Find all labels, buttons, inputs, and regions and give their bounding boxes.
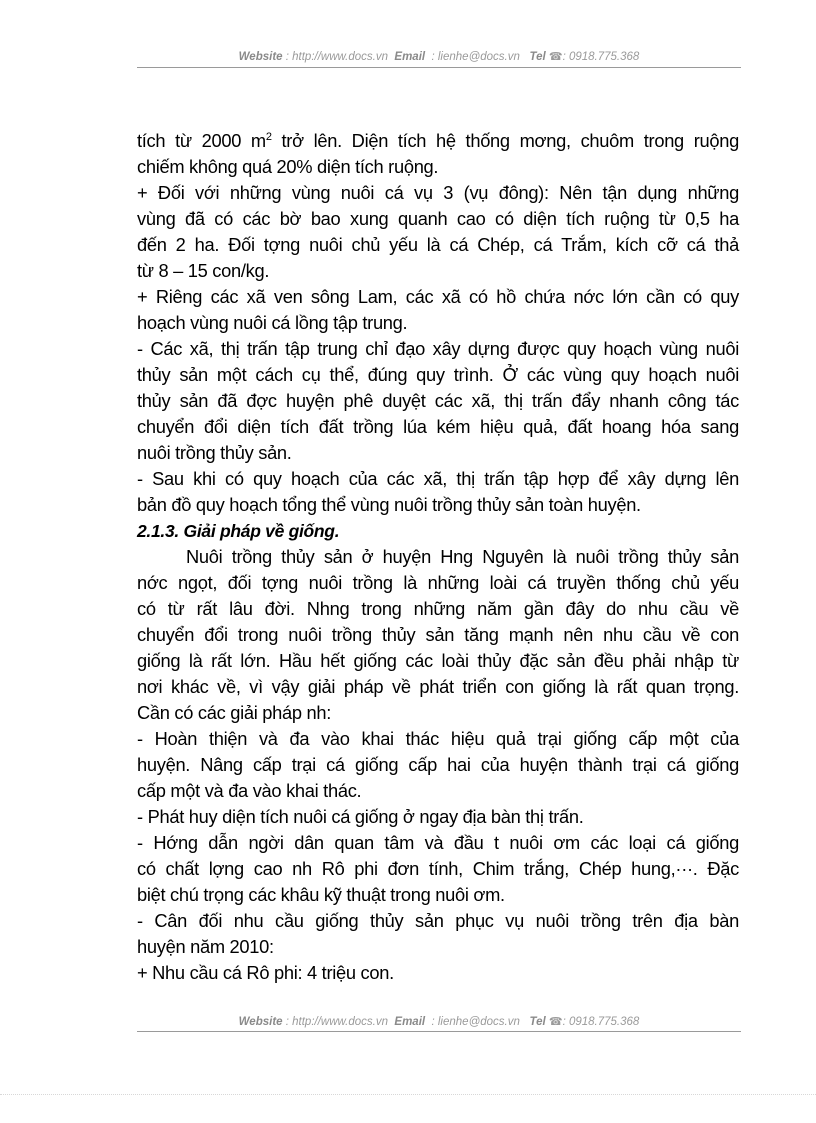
- text-line: giống là rất lớn. Hầu hết giống các loài thủy đặc sản đều phải nhập từ: [137, 650, 739, 671]
- tel-value: : 0918.775.368: [562, 51, 640, 63]
- text-line: từ 8 – 15 con/kg.: [137, 260, 270, 281]
- email-value[interactable]: : lienhe@docs.vn: [431, 1016, 520, 1028]
- text-line: chiếm không quá 20% diện tích ruộng.: [137, 156, 439, 177]
- website-label: Website: [238, 1016, 283, 1028]
- text-line: biệt chú trọng các khâu kỹ thuật trong nuôi ơm.: [137, 884, 505, 905]
- text-line: hoạch vùng nuôi cá lồng tập trung.: [137, 312, 408, 333]
- text-line: nuôi trồng thủy sản.: [137, 442, 292, 463]
- text-line: chuyển đổi diện tích đất trồng lúa kém hiệu quả, đất hoang hóa sang: [137, 416, 739, 437]
- text-line: Nuôi trồng thủy sản ở huyện Hng Nguyên là nuôi trồng thủy sản: [186, 546, 739, 567]
- text-line: bản đồ quy hoạch tổng thể vùng nuôi trồng thủy sản toàn huyện.: [137, 494, 641, 515]
- website-url[interactable]: : http://www.docs.vn: [285, 1016, 389, 1028]
- text-line-part: trở lên. Diện tích hệ thống mơng, chuôm trong ruộng: [271, 130, 740, 151]
- website-url[interactable]: : http://www.docs.vn: [285, 51, 389, 63]
- text-line: chuyển đổi trong nuôi trồng thủy sản tăng mạnh nên nhu cầu về con: [137, 624, 739, 645]
- phone-icon: ☎: [548, 51, 563, 63]
- footer-divider: [137, 1031, 741, 1032]
- text-line: - Phát huy diện tích nuôi cá giống ở ngay địa bàn thị trấn.: [137, 806, 584, 827]
- text-line: Cần có các giải pháp nh:: [137, 702, 332, 723]
- website-label: Website: [238, 51, 283, 63]
- header-divider: [137, 67, 741, 68]
- tel-label: Tel: [529, 1016, 546, 1028]
- text-line: + Riêng các xã ven sông Lam, các xã có hồ chứa nớc lớn cần có quy: [137, 286, 739, 307]
- page-bottom-dotted-line: [0, 1094, 816, 1095]
- text-line: nớc ngọt, đối tợng nuôi trồng là những loài cá truyền thống chủ yếu: [137, 572, 739, 593]
- page-header: [137, 50, 741, 64]
- tel-value: : 0918.775.368: [562, 1016, 640, 1028]
- text-line: - Cân đối nhu cầu giống thủy sản phục vụ nuôi trồng trên địa bàn: [137, 910, 739, 931]
- text-line: huyện năm 2010:: [137, 936, 274, 957]
- email-label: Email: [394, 51, 426, 63]
- tel-label: Tel: [529, 51, 546, 63]
- email-value[interactable]: : lienhe@docs.vn: [431, 51, 520, 63]
- text-line: + Đối với những vùng nuôi cá vụ 3 (vụ đông): Nên tận dụng những: [137, 182, 739, 203]
- text-line: + Nhu cầu cá Rô phi: 4 triệu con.: [137, 962, 394, 983]
- text-line: - Hoàn thiện và đa vào khai thác hiệu quả trại giống cấp một của: [137, 728, 739, 749]
- text-line: thủy sản đã đợc huyện phê duyệt các xã, thị trấn đẩy nhanh công tác: [137, 390, 739, 411]
- text-line: - Hớng dẫn ngời dân quan tâm và đầu t nuôi ơm các loại cá giống: [137, 832, 739, 853]
- text-line: - Các xã, thị trấn tập trung chỉ đạo xây dựng được quy hoạch vùng nuôi: [137, 338, 739, 359]
- phone-icon: ☎: [548, 1016, 563, 1028]
- section-heading: 2.1.3. Giải pháp về giống.: [137, 521, 340, 541]
- text-line: - Sau khi có quy hoạch của các xã, thị trấn tập hợp để xây dựng lên: [137, 468, 739, 489]
- text-line: [137, 128, 739, 154]
- text-line-part: tích từ 2000 m: [137, 130, 266, 151]
- email-label: Email: [394, 1016, 426, 1028]
- text-line: đến 2 ha. Đối tợng nuôi chủ yếu là cá Chép, cá Trắm, kích cỡ cá thả: [137, 234, 739, 255]
- superscript: 2: [265, 131, 272, 143]
- text-line: huyện. Nâng cấp trại cá giống cấp hai của huyện thành trại cá giống: [137, 754, 739, 775]
- document-body: [137, 128, 739, 986]
- text-line: vùng đã có các bờ bao xung quanh cao có diện tích ruộng từ 0,5 ha: [137, 208, 739, 229]
- text-line: nơi khác về, vì vậy giải pháp về phát triển con giống là rất quan trọng.: [137, 676, 739, 697]
- text-line: có từ rất lâu đời. Nhng trong những năm gần đây do nhu cầu về: [137, 598, 739, 619]
- text-line: có chất lợng cao nh Rô phi đơn tính, Chim trắng, Chép hung,···. Đặc: [137, 858, 739, 879]
- text-line: thủy sản một cách cụ thể, đúng quy trình. Ở các vùng quy hoạch nuôi: [137, 364, 739, 385]
- page-footer: [137, 1015, 741, 1029]
- text-line: cấp một và đa vào khai thác.: [137, 780, 362, 801]
